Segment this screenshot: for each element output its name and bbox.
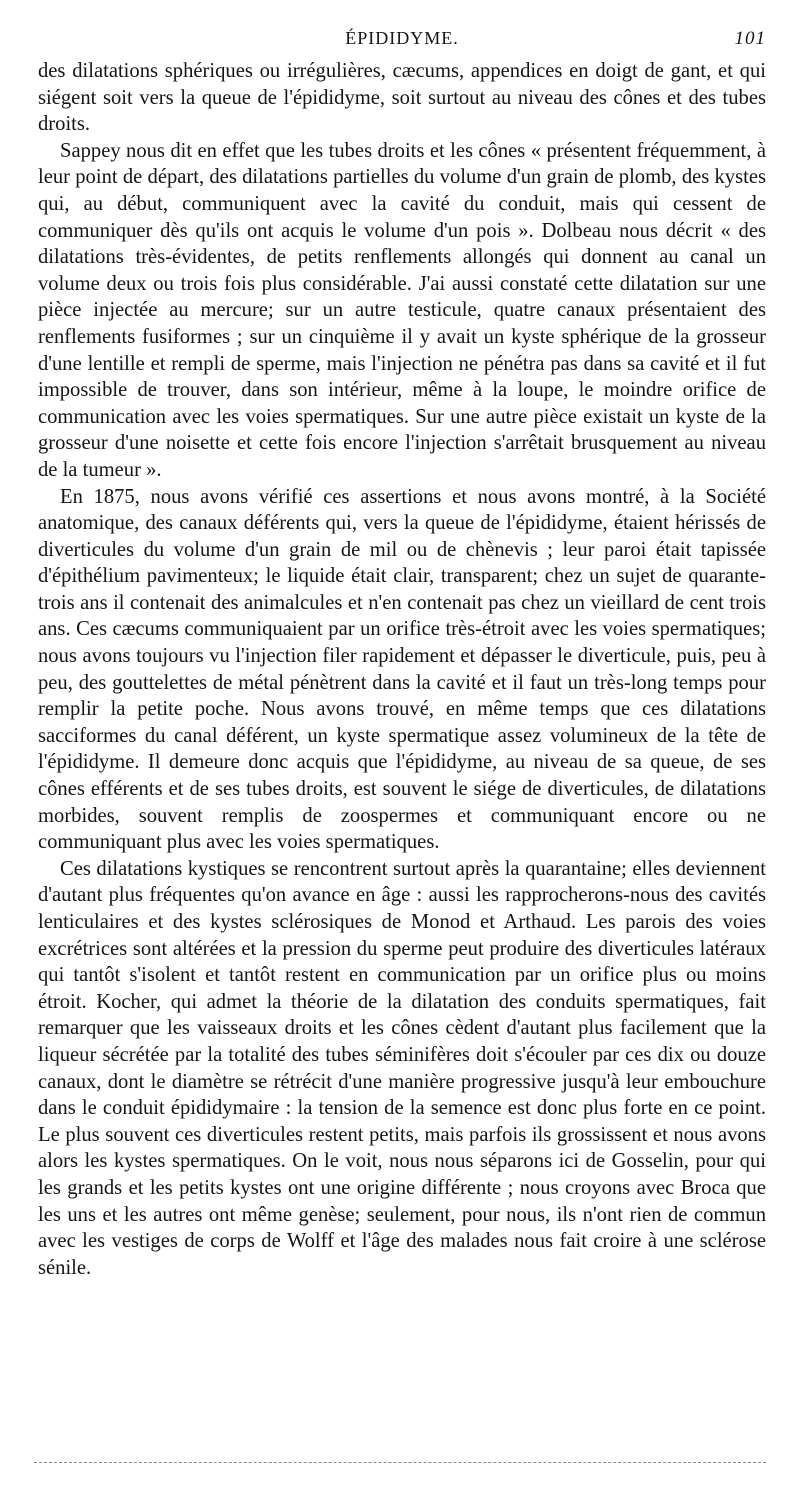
page-number: 101 xyxy=(734,28,766,49)
running-head xyxy=(38,28,766,58)
page-bottom-rule xyxy=(34,1462,766,1463)
book-page xyxy=(38,28,766,1281)
body-text xyxy=(38,58,766,1281)
running-title: ÉPIDIDYME. xyxy=(345,28,459,48)
paragraph-dilatations-kystiques: Ces dilatations kystiques se rencontrent surtout après la quarantaine; elles deviennent d'autant plus fréquentes qu'on avance en âge : aussi les rapprocherons-nous des cavités lenticulaires et des kystes sclérosiques de Monod et Arthaud. Les parois des voies excrétrices sont altérées et la pression du sperme peut produire des diverticules latéraux qui tantôt s'isolent et tantôt restent en communication par un orifice plus ou moins étroit. Kocher, qui admet la théorie de la dilatation des conduits spermatiques, fait remarquer que les vaisseaux droits et les cônes cèdent d'autant plus facilement que la liqueur sécrétée par la totalité des tubes séminifères doit s'écouler par ces dix ou douze canaux, dont le diamètre se rétrécit d'une manière progressive jusqu'à leur embouchure dans le conduit épididymaire : la tension de la semence est donc plus forte en ce point. Le plus souvent ces diverticules restent petits, mais parfois ils grossissent et nous avons alors les kystes spermatiques. On le voit, nous nous séparons ici de Gosselin, pour qui les grands et les petits kystes ont une origine différente ; nous croyons avec Broca que les uns et les autres ont même genèse; seulement, pour nous, ils n'ont rien de commun avec les vestiges de corps de Wolff et l'âge des malades nous fait croire à une sclérose sénile. xyxy=(38,857,766,1279)
paragraph-1875: En 1875, nous avons vérifié ces assertions et nous avons montré, à la Société anatomique, des canaux déférents qui, vers la queue de l'épididyme, étaient hérissés de diverticules du volume d'un grain de mil ou de chènevis ; leur paroi était tapissée d'épithélium pavimenteux; le liquide était clair, transparent; chez un sujet de quarante-trois ans il contenait des animalcules et n'en contenait pas chez un vieillard de cent trois ans. Ces cæcums communiquaient par un orifice très-étroit avec les voies spermatiques; nous avons toujours vu l'injection filer rapidement et dépasser le diverticule, puis, peu à peu, des gouttelettes de métal pénètrent dans la cavité et il faut un très-long temps pour remplir la petite poche. Nous avons trouvé, en même temps que ces dilatations sacciformes du canal déférent, un kyste spermatique assez volumineux de la tête de l'épididyme. Il demeure donc acquis que l'épididyme, au niveau de sa queue, de ses cônes efférents et de ses tubes droits, est souvent le siége de diverticules, de dilatations morbides, souvent remplis de zoospermes et communiquant encore ou ne communiquant plus avec les voies spermatiques. xyxy=(38,485,766,854)
paragraph-continuation: des dilatations sphériques ou irrégulières, cæcums, appendices en doigt de gant, et qui siégent soit vers la queue de l'épididyme, soit surtout au niveau des cônes et des tubes droits. xyxy=(38,60,766,136)
paragraph-sappey: Sappey nous dit en effet que les tubes droits et les cônes « présentent fréquemment, à leur point de départ, des dilatations partielles du volume d'un grain de plomb, des kystes qui, au début, communiquent avec la cavité du conduit, mais qui cessent de communiquer dès qu'ils ont acquis le volume d'un pois ». Dolbeau nous décrit « des dilatations très-évidentes, de petits renflements allongés qui donnent au canal un volume deux ou trois fois plus considérable. J'ai aussi constaté cette dilatation sur une pièce injectée au mercure; sur un autre testicule, quatre canaux présentaient des renflements fusiformes ; sur un cinquième il y avait un kyste sphérique de la grosseur d'une lentille et rempli de sperme, mais l'injection ne pénétra pas dans sa cavité et il fut impossible de trouver, dans son intérieur, même à la loupe, le moindre orifice de communication avec les voies spermatiques. Sur une autre pièce existait un kyste de la grosseur d'une noisette et cette fois encore l'injection s'arrêtait brusquement au niveau de la tumeur ». xyxy=(38,139,766,481)
